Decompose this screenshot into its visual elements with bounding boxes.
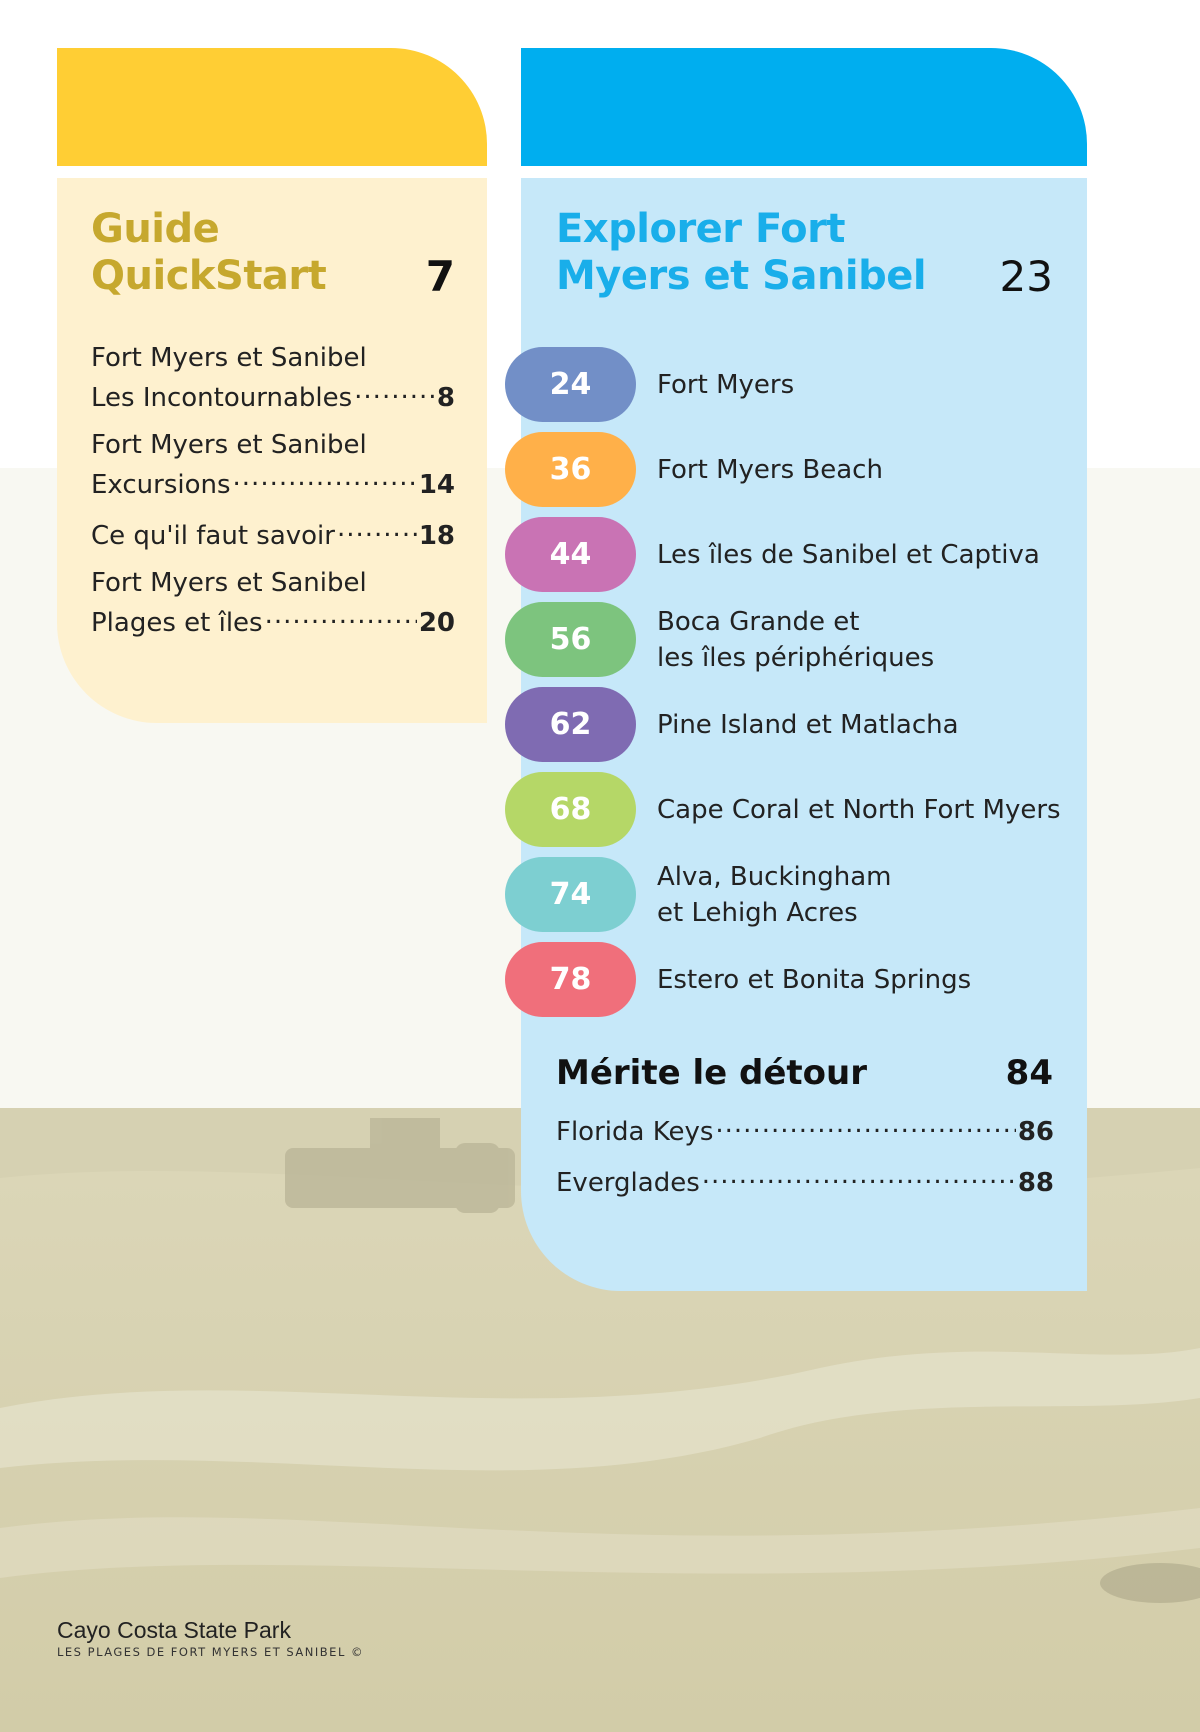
- photo-caption-title: Cayo Costa State Park: [57, 1617, 291, 1643]
- quickstart-page-number: 7: [425, 252, 455, 301]
- chapter-label-line2: et Lehigh Acres: [657, 897, 858, 928]
- explore-page-number: 23: [999, 252, 1053, 301]
- toc-entry-line2: Les Incontournables: [91, 383, 353, 413]
- chapter-page-badge: 62: [505, 687, 636, 762]
- dot-leader: [702, 1161, 1016, 1191]
- dot-leader: [715, 1110, 1015, 1140]
- chapter-label: [657, 452, 883, 488]
- toc-entry-florida-keys[interactable]: [556, 1110, 1054, 1150]
- dot-leader: [265, 601, 417, 631]
- chapter-alva-buckingham[interactable]: [505, 857, 1065, 932]
- toc-entry-excursions[interactable]: [91, 427, 455, 503]
- toc-entry-line1: Fort Myers et Sanibel: [91, 430, 367, 460]
- toc-entry-page: 18: [418, 521, 455, 551]
- chapter-page-badge: 68: [505, 772, 636, 847]
- chapter-fort-myers-beach[interactable]: [505, 432, 1065, 507]
- chapter-pine-island[interactable]: [505, 687, 1065, 762]
- chapter-label-line1: Cape Coral et North Fort Myers: [657, 794, 1061, 825]
- quickstart-title: Guide QuickStart: [91, 206, 327, 299]
- toc-entry-incontournables[interactable]: [91, 340, 455, 416]
- chapter-label-line1: Boca Grande et: [657, 606, 860, 637]
- chapter-label: [657, 707, 959, 743]
- dot-leader: [233, 463, 417, 493]
- chapter-sanibel-captiva[interactable]: [505, 517, 1065, 592]
- chapter-list: [505, 347, 1065, 1027]
- toc-entry-ce-quil-faut-savoir[interactable]: [91, 514, 455, 554]
- toc-entry-page: 20: [418, 608, 455, 638]
- chapter-page-badge: 56: [505, 602, 636, 677]
- chapter-label-line1: Alva, Buckingham: [657, 861, 892, 892]
- toc-entry-page: 14: [418, 470, 455, 500]
- toc-entry-label: Florida Keys: [556, 1117, 714, 1147]
- toc-entry-page: 8: [436, 383, 455, 413]
- toc-entry-line1: Fort Myers et Sanibel: [91, 343, 367, 373]
- chapter-label-line2: les îles périphériques: [657, 642, 935, 673]
- quickstart-tab: [57, 48, 487, 166]
- chapter-page-badge: 24: [505, 347, 636, 422]
- toc-entry-line1: Fort Myers et Sanibel: [91, 568, 367, 598]
- chapter-label: [657, 367, 794, 403]
- chapter-page-badge: 44: [505, 517, 636, 592]
- chapter-label: [657, 537, 1040, 573]
- toc-entry-everglades[interactable]: [556, 1161, 1054, 1201]
- explore-title: Explorer Fort Myers et Sanibel: [556, 206, 927, 299]
- toc-entry-page: 86: [1017, 1117, 1054, 1147]
- chapter-page-badge: 36: [505, 432, 636, 507]
- dot-leader: [337, 514, 417, 544]
- toc-entry-label: Everglades: [556, 1168, 700, 1198]
- quickstart-list: [91, 340, 455, 652]
- photo-credit: LES PLAGES DE FORT MYERS ET SANIBEL ©: [57, 1645, 365, 1659]
- toc-entry-line2: Ce qu'il faut savoir: [91, 521, 335, 551]
- toc-entry-line2: Plages et îles: [91, 608, 263, 638]
- chapter-label: [657, 962, 971, 998]
- chapter-label: [657, 859, 891, 931]
- chapter-label: [657, 604, 934, 676]
- chapter-label-line1: Fort Myers Beach: [657, 454, 883, 485]
- chapter-label-line1: Les îles de Sanibel et Captiva: [657, 539, 1040, 570]
- chapter-estero-bonita[interactable]: [505, 942, 1065, 1017]
- chapter-cape-coral[interactable]: [505, 772, 1065, 847]
- toc-entry-plages-et-iles[interactable]: [91, 565, 455, 641]
- chapter-label: [657, 792, 1061, 828]
- detour-page-number: 84: [1005, 1053, 1053, 1093]
- toc-entry-line2: Excursions: [91, 470, 231, 500]
- photo-caption: [57, 1616, 364, 1660]
- chapter-label-line1: Fort Myers: [657, 369, 795, 400]
- quickstart-panel: [57, 178, 487, 723]
- chapter-boca-grande[interactable]: [505, 602, 1065, 677]
- chapter-page-badge: 78: [505, 942, 636, 1017]
- detour-title: Mérite le détour: [556, 1053, 867, 1093]
- chapter-label-line1: Pine Island et Matlacha: [657, 709, 959, 740]
- explore-tab: [521, 48, 1087, 166]
- chapter-page-badge: 74: [505, 857, 636, 932]
- chapter-label-line1: Estero et Bonita Springs: [657, 964, 972, 995]
- chapter-fort-myers[interactable]: [505, 347, 1065, 422]
- toc-entry-page: 88: [1017, 1168, 1054, 1198]
- dot-leader: [354, 376, 435, 406]
- detour-list: [556, 1110, 1054, 1212]
